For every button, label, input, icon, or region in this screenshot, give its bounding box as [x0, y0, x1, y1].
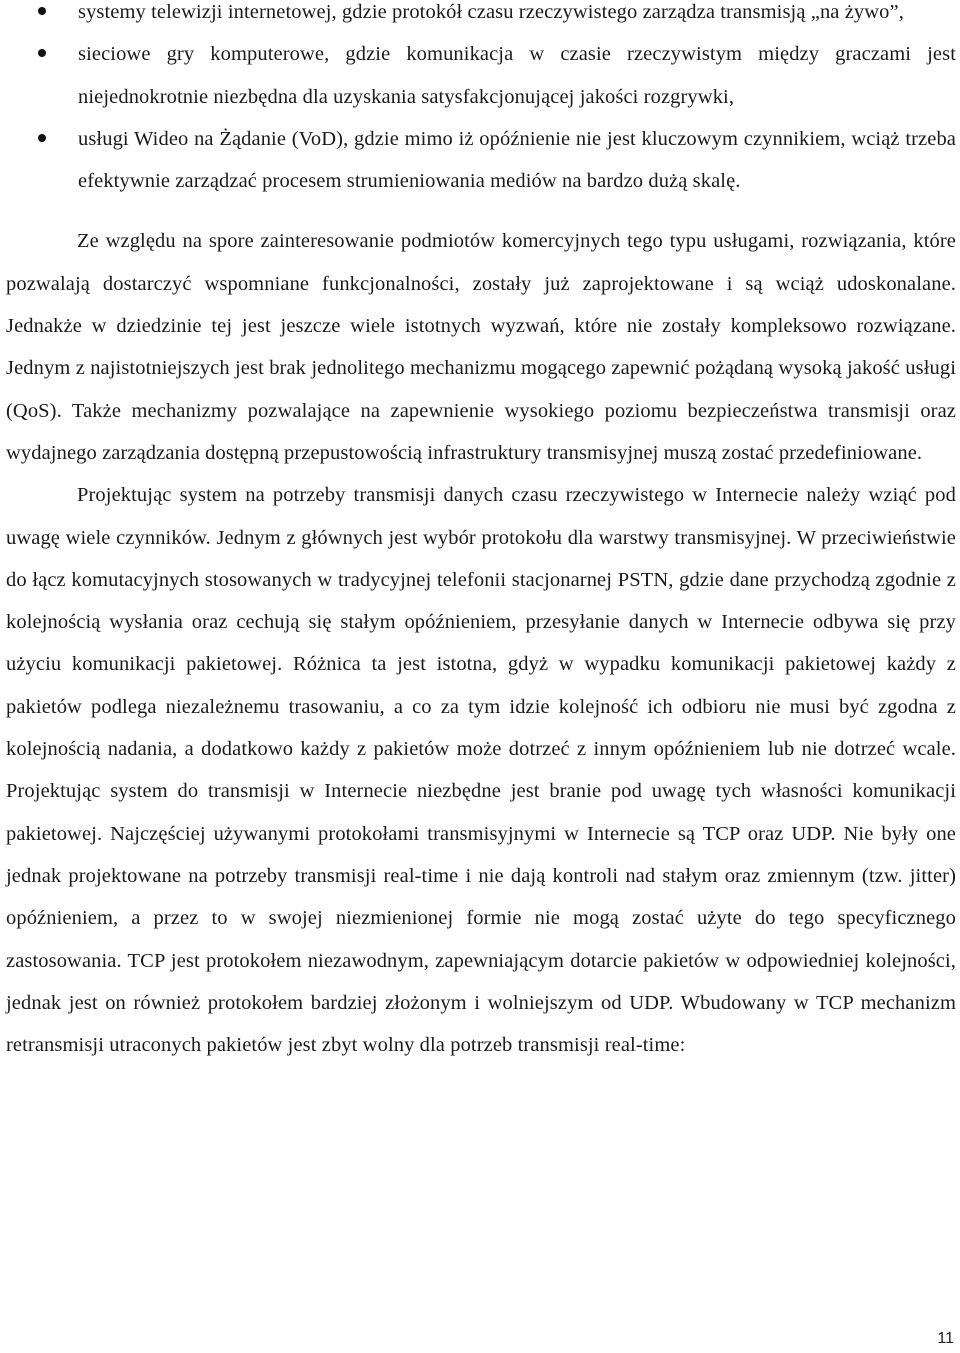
- bullet-dot-icon: [38, 7, 46, 15]
- document-page: [6, 0, 956, 1066]
- bullet-item-vod: [6, 118, 956, 203]
- bullet-item-games: [6, 33, 956, 118]
- bullet-text: systemy telewizji internetowej, gdzie protokół czasu rzeczywistego zarządza transmisją „na żywo”,: [78, 1, 904, 23]
- bullet-text: usługi Wideo na Żądanie (VoD), gdzie mimo iż opóźnienie nie jest kluczowym czynnikiem, wciąż trzeba efektywnie zarządzać procesem strumieniowania mediów na bardzo dużą skalę.: [78, 127, 956, 193]
- bullet-dot-icon: [38, 49, 46, 57]
- page-number: 11: [937, 1330, 954, 1347]
- bullet-text: sieciowe gry komputerowe, gdzie komunikacja w czasie rzeczywistym między graczami jest niejednokrotnie niezbędna dla uzyskania satysfakcjonującej jakości rozgrywki,: [78, 43, 956, 108]
- bullet-dot-icon: [38, 134, 46, 142]
- paragraph-protocols: Projektując system na potrzeby transmisji danych czasu rzeczywistego w Internecie należy wziąć pod uwagę wiele czynników. Jednym z głównych jest wybór protokołu dla warstwy transmisyjnej. W przeciwieństwie do łącz komutacyjnych stosowanych w tradycyjnej telefonii stacjonarnej PSTN, gdzie dane przychodzą zgodnie z kolejnością wysłania oraz cechują się stałym opóźnieniem, przesyłanie danych w Internecie odbywa się przy użyciu komunikacji pakietowej. Różnica ta jest istotna, gdyż w wypadku komunikacji pakietowej każdy z pakietów podlega niezależnemu trasowaniu, a co za tym idzie kolejność ich odbioru nie musi być zgodna z kolejnością nadania, a dodatkowo każdy z pakietów może dotrzeć z innym opóźnieniem lub nie dotrzeć wcale. Projektując system do transmisji w Internecie niezbędne jest branie pod uwagę tych własności komunikacji pakietowej. Najczęściej używanymi protokołami transmisyjnymi w Internecie są TCP oraz UDP. Nie były one jednak projektowane na potrzeby transmisji real-time i nie dają kontroli nad stałym oraz zmiennym (tzw. jitter) opóźnieniem, a przez to w swojej niezmienionej formie nie mogą zostać użyte do tego specyficznego zastosowania. TCP jest protokołem niezawodnym, zapewniającym dotarcie pakietów w odpowiedniej kolejności, jednak jest on również protokołem bardziej złożonym i wolniejszym od UDP. Wbudowany w TCP mechanizm retransmisji utraconych pakietów jest zbyt wolny dla potrzeb transmisji real-time:: [6, 484, 956, 1057]
- bullet-item-iptv: [6, 0, 956, 33]
- paragraph-challenges: Ze względu na spore zainteresowanie podmiotów komercyjnych tego typu usługami, rozwiązania, które pozwalają dostarczyć wspomniane funkcjonalności, zostały już zaprojektowane i są wciąż udoskonalane. Jednakże w dziedzinie tej jest jeszcze wiele istotnych wyzwań, które nie zostały kompleksowo rozwiązane. Jednym z najistotniejszych jest brak jednolitego mechanizmu mogącego zapewnić pożądaną wysoką jakość usługi (QoS). Także mechanizmy pozwalające na zapewnienie wysokiego poziomu bezpieczeństwa transmisji oraz wydajnego zarządzania dostępną przepustowością infrastruktury transmisyjnej muszą zostać przedefiniowane.: [6, 230, 956, 464]
- bullet-list: [6, 0, 956, 202]
